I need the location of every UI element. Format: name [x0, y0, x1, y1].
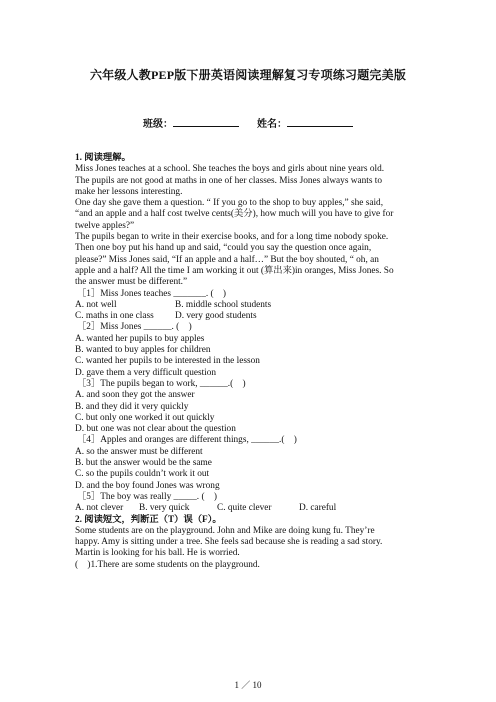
- option-a: A. so the answer must be different: [75, 446, 203, 457]
- passage-line: “and an apple and a half cost twelve cents(美分), how much will you have to give for: [75, 209, 394, 220]
- name-blank[interactable]: [287, 117, 353, 127]
- option-c: C. maths in one class: [75, 311, 154, 322]
- passage-line: Some students are on the playground. John and Mike are doing kung fu. They’re: [75, 525, 375, 536]
- option-b: B. middle school students: [175, 299, 272, 310]
- option-a: A. not well: [75, 299, 117, 310]
- option-a: A. not clever: [75, 503, 124, 514]
- class-blank[interactable]: [173, 117, 239, 127]
- passage-line: One day she gave them a question. “ If you go to the shop to buy apples,” she said,: [75, 198, 384, 209]
- page-number: 1 ／ 10: [234, 680, 262, 690]
- option-b: B. very quick: [139, 503, 190, 514]
- passage-line: apple and a half? All the time I am working it out (算出来)in oranges, Miss Jones. So: [75, 265, 394, 276]
- section2-heading: 2. 阅读短文，判断正（T）误（F）。: [75, 514, 222, 525]
- passage-line: The pupils began to write in their exercise books, and for a long time nobody spoke.: [75, 232, 389, 243]
- document-body: [75, 153, 420, 571]
- option-c: C. quite clever: [217, 503, 272, 514]
- option-row: [75, 311, 420, 322]
- section1-questions: [75, 289, 420, 515]
- question-stem: ［3］The pupils began to work, ______.( ): [77, 378, 246, 389]
- option-row: [75, 300, 420, 311]
- option-a: A. and soon they got the answer: [75, 390, 195, 401]
- passage-line: Miss Jones teaches at a school. She teaches the boys and girls about nine years old.: [75, 164, 385, 175]
- option-b: B. and they did it very quickly: [75, 401, 189, 412]
- option-row: [75, 503, 420, 514]
- option-b: B. but the answer would be the same: [75, 458, 212, 469]
- option-d: D. very good students: [175, 311, 257, 322]
- class-label: 班级：: [143, 119, 173, 130]
- section2-item-1: ( )1.There are some students on the playground.: [75, 559, 260, 570]
- option-d: D. gave them a very difficult question: [75, 367, 217, 378]
- passage-line: The pupils are not good at maths in one of her classes. Miss Jones always wants to: [75, 175, 383, 186]
- option-d: D. but one was not clear about the question: [75, 424, 236, 435]
- option-c: C. wanted her pupils to be interested in the lesson: [75, 356, 260, 367]
- question-stem: ［2］Miss Jones ______. ( ): [77, 322, 192, 333]
- section1-passage: [75, 164, 420, 288]
- passage-line: please?” Miss Jones said, “If an apple and a half…” But the boy shouted, “ oh, an: [75, 254, 379, 265]
- option-d: D. careful: [299, 503, 337, 514]
- document-title: 六年级人教PEP版下册英语阅读理解复习专项练习题完美版: [89, 68, 407, 82]
- option-b: B. wanted to buy apples for children: [75, 345, 211, 356]
- section2-passage: [75, 526, 420, 560]
- question-stem: ［1］Miss Jones teaches _______. ( ): [77, 288, 226, 299]
- passage-line: twelve apples?”: [75, 220, 135, 231]
- passage-line: the answer must be different.”: [75, 277, 188, 288]
- class-name-line: [0, 115, 496, 130]
- passage-line: happy. Amy is sitting under a tree. She feels sad because she is reading a sad story.: [75, 537, 383, 548]
- option-a: A. wanted her pupils to buy apples: [75, 333, 205, 344]
- option-c: C. so the pupils couldn’t work it out: [75, 469, 210, 480]
- question-stem: ［4］Apples and oranges are different things, ______.( ): [77, 435, 297, 446]
- section1-heading: 1. 阅读理解。: [75, 153, 131, 163]
- name-label: 姓名：: [257, 119, 287, 130]
- option-d: D. and the boy found Jones was wrong: [75, 480, 220, 491]
- option-c: C. but only one worked it out quickly: [75, 412, 215, 423]
- passage-line: make her lessons interesting.: [75, 186, 183, 197]
- question-stem: ［5］The boy was really _____. ( ): [77, 491, 217, 502]
- passage-line: Martin is looking for his ball. He is worried.: [75, 548, 240, 559]
- passage-line: Then one boy put his hand up and said, “could you say the question once again,: [75, 243, 372, 254]
